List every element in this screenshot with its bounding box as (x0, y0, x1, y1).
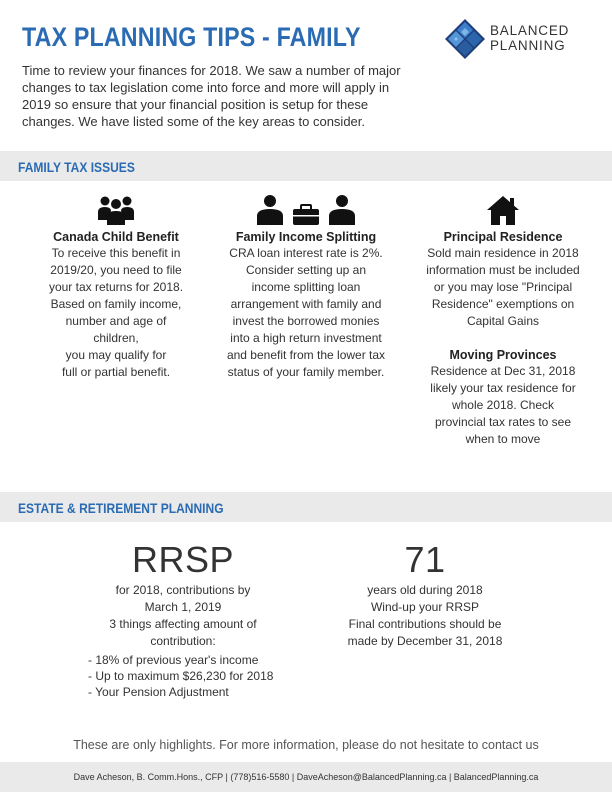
splitting-body (216, 245, 396, 381)
rrsp-body (88, 582, 278, 650)
splitting-line: CRA loan interest rate is 2%. (229, 246, 383, 260)
logo-line-2: PLANNING (490, 38, 566, 53)
rrsp-factor-list (88, 652, 273, 700)
splitting-line: and benefit from the lower tax (226, 348, 386, 362)
age-line: Wind-up your RRSP (370, 600, 480, 614)
rrsp-big-label: RRSP (131, 539, 235, 580)
ccb-line: Based on family income, (50, 297, 182, 311)
intro-line: Time to review your finances for 2018. We saw a number of major (22, 63, 401, 78)
ccb-line: number and age of (65, 314, 167, 328)
list-item: - 18% of previous year's income (88, 653, 259, 667)
residence-line: or you may lose "Principal (433, 280, 573, 294)
splitting-line: Consider setting up an (245, 263, 367, 277)
splitting-line: arrangement with family and (230, 297, 382, 311)
age-line: years old during 2018 (367, 583, 483, 597)
moving-line: whole 2018. Check (451, 398, 555, 412)
footer-bar (0, 762, 612, 792)
splitting-line: income splitting loan (251, 280, 361, 294)
family-section-title: FAMILY TAX ISSUES (18, 159, 135, 175)
residence-line: Sold main residence in 2018 (427, 246, 579, 260)
moving-line: when to move (465, 432, 541, 446)
moving-column (418, 347, 588, 448)
rrsp-line: March 1, 2019 (144, 600, 222, 614)
moving-line: Residence at Dec 31, 2018 (430, 364, 576, 378)
ccb-line: 2019/20, you need to file (50, 263, 182, 277)
splitting-line: invest the borrowed monies (232, 314, 380, 328)
ccb-heading: Canada Child Benefit (53, 230, 179, 244)
residence-line: Residence" exemptions on (431, 297, 575, 311)
ccb-line: To receive this benefit in (51, 246, 181, 260)
moving-line: likely your tax residence for (430, 381, 576, 395)
closing-note: These are only highlights. For more information, please do not hesitate to contact us (73, 738, 539, 752)
splitting-line: into a high return investment (230, 331, 382, 345)
intro-paragraph (22, 62, 442, 130)
ccb-line: your tax returns for 2018. (48, 280, 184, 294)
residence-line: information must be included (426, 263, 580, 277)
page-title: TAX PLANNING TIPS - FAMILY (22, 22, 361, 52)
moving-heading: Moving Provinces (449, 348, 557, 362)
splitting-column (216, 194, 396, 381)
splitting-line: status of your family member. (227, 365, 385, 379)
company-logo (444, 16, 594, 64)
logo-line-1: BALANCED (490, 23, 570, 38)
ccb-line: full or partial benefit. (61, 365, 171, 379)
residence-line: Capital Gains (466, 314, 540, 328)
moving-body (418, 363, 588, 448)
list-item: - Your Pension Adjustment (88, 685, 229, 699)
ccb-line: you may qualify for (65, 348, 167, 362)
intro-line: changes to tax legislation come into force and more will apply in (22, 80, 390, 95)
age-line: Final contributions should be (348, 617, 502, 631)
age-line: made by December 31, 2018 (347, 634, 503, 648)
list-item: - Up to maximum $26,230 for 2018 (88, 669, 274, 683)
age-big-number: 71 (404, 539, 446, 580)
residence-heading: Principal Residence (443, 230, 563, 244)
people-briefcase-icon (256, 194, 356, 226)
intro-line: 2019 so ensure that your financial position is setup for these (22, 97, 369, 112)
rrsp-line: 3 things affecting amount of (109, 617, 257, 631)
ccb-body (36, 245, 196, 381)
contact-info: Dave Acheson, B. Comm.Hons., CFP | (778)516-5580 | DaveAcheson@BalancedPlanning.ca | BalancedPlanning.ca (73, 772, 539, 782)
rrsp-line: contribution: (150, 634, 216, 648)
logo-diamond-icon (444, 18, 486, 60)
ccb-column (36, 194, 196, 381)
house-icon (485, 194, 521, 226)
rrsp-column (88, 540, 278, 650)
estate-section-bar (0, 492, 612, 522)
age-body (330, 582, 520, 650)
age-column (330, 540, 520, 650)
residence-body (418, 245, 588, 330)
intro-line: changes. We have listed some of the key areas to consider. (22, 114, 366, 129)
family-section-bar (0, 151, 612, 181)
moving-line: provincial tax rates to see (434, 415, 572, 429)
ccb-line: children, (93, 331, 139, 345)
splitting-heading: Family Income Splitting (235, 230, 377, 244)
residence-column (418, 194, 588, 330)
rrsp-line: for 2018, contributions by (115, 583, 251, 597)
estate-section-title: ESTATE & RETIREMENT PLANNING (18, 500, 224, 516)
family-icon (97, 194, 135, 226)
